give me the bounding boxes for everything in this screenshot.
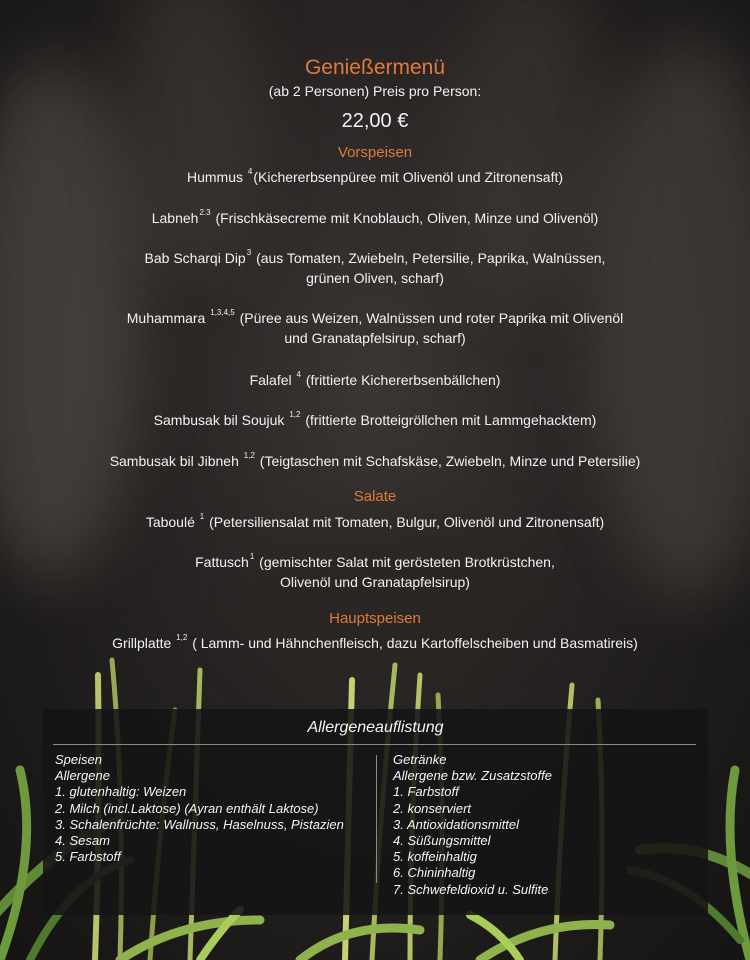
item-description: (Petersiliensalat mit Tomaten, Bulgur, Olivenöl und Zitronensaft) — [209, 514, 605, 530]
item-description: (frittierte Kichererbsenbällchen) — [305, 372, 501, 388]
allergen-item: 1. Farbstoff — [393, 784, 459, 800]
allergen-codes: 1,2 — [289, 410, 301, 419]
item-name: Grillplatte — [112, 635, 172, 651]
menu-item-falafel — [0, 365, 750, 390]
column-subheading: Allergene bzw. Zusatzstoffe — [393, 768, 552, 784]
menu-item-taboule — [0, 507, 750, 532]
allergen-codes: 1,3,4,5 — [210, 308, 235, 317]
item-description: ( Lamm- und Hähnchenfleisch, dazu Kartoffelscheiben und Basmatireis) — [192, 635, 638, 651]
menu-item-labneh — [0, 203, 750, 228]
item-name: Muhammara — [126, 310, 206, 326]
item-description: (gemischter Salat mit gerösteten Brotkrüstchen, — [259, 554, 555, 570]
menu-item-muhammara — [0, 303, 750, 348]
allergen-codes: 1,2 — [176, 633, 188, 642]
menu-item-grillplatte — [0, 628, 750, 653]
allergen-item: 6. Chininhaltig — [393, 865, 476, 881]
allergen-codes: 4 — [247, 167, 253, 176]
item-description-line2: grünen Oliven, scharf) — [306, 270, 444, 286]
section-heading-vorspeisen: Vorspeisen — [337, 144, 413, 161]
menu-item-bab-scharqi — [0, 243, 750, 288]
allergen-item: 3. Antioxidationsmittel — [393, 816, 519, 832]
allergen-codes: 1 — [199, 512, 205, 521]
item-description: (Püree aus Weizen, Walnüssen und roter Paprika mit Olivenöl — [239, 310, 624, 326]
allergen-item: 2. Milch (incl.Laktose) (Ayran enthält Laktose) — [55, 800, 319, 816]
item-description: (aus Tomaten, Zwiebeln, Petersilie, Paprika, Walnüssen, — [256, 250, 606, 266]
menu-item-sambusak-jibneh — [0, 446, 750, 471]
menu-item-hummus — [0, 162, 750, 187]
allergen-item: 3. Schalenfrüchte: Wallnuss, Haselnuss, Pistazien — [55, 816, 344, 832]
menu-price: 22,00 € — [341, 110, 409, 132]
item-description-line2: und Granatapfelsirup, scharf) — [284, 330, 466, 346]
item-description: (frittierte Brotteigröllchen mit Lammgehacktem) — [305, 412, 597, 428]
allergen-item: 5. Farbstoff — [55, 849, 121, 865]
column-subheading: Allergene — [55, 768, 110, 784]
menu-item-sambusak-soujuk — [0, 405, 750, 430]
allergen-item: 4. Sesam — [55, 833, 110, 849]
allergen-list-box — [43, 709, 708, 915]
column-heading: Getränke — [393, 752, 447, 767]
item-name: Labneh — [151, 210, 199, 226]
allergen-column-getraenke — [393, 752, 552, 898]
allergen-column-speisen — [55, 752, 344, 865]
section-heading-salate: Salate — [353, 488, 397, 505]
item-name: Bab Scharqi Dip — [144, 250, 246, 266]
menu-item-fattusch — [0, 547, 750, 592]
item-name: Sambusak bil Jibneh — [109, 453, 239, 469]
item-description: (Frischkäsecreme mit Knoblauch, Oliven, Minze und Olivenöl) — [215, 210, 599, 226]
section-heading-hauptspeisen: Hauptspeisen — [329, 610, 421, 627]
allergen-codes: 3 — [246, 248, 252, 257]
item-description: (Teigtaschen mit Schafskäse, Zwiebeln, Minze und Petersilie) — [259, 453, 641, 469]
allergen-item: 2. konserviert — [393, 800, 472, 816]
divider — [53, 744, 696, 745]
menu-title: Genießermenü — [304, 56, 446, 79]
item-name: Taboulé — [145, 514, 195, 530]
background-blur — [120, 0, 260, 280]
menu-subtitle: (ab 2 Personen) Preis pro Person: — [268, 83, 482, 99]
allergen-item: 7. Schwefeldioxid u. Sulfite — [393, 881, 549, 897]
item-name: Sambusak bil Soujuk — [153, 412, 285, 428]
item-description: (Kichererbsenpüree mit Olivenöl und Zitronensaft) — [253, 169, 564, 185]
item-name: Falafel — [249, 372, 292, 388]
allergen-item: 1. glutenhaltig: Weizen — [55, 784, 187, 800]
item-name: Fattusch — [195, 554, 249, 570]
allergen-codes: 4 — [296, 370, 301, 379]
column-divider — [376, 755, 377, 883]
allergen-codes: 1,2 — [243, 451, 255, 460]
item-description-line2: Olivenöl und Granatapfelsirup) — [280, 574, 470, 590]
item-name: Hummus — [186, 169, 243, 185]
allergen-codes: 1 — [249, 552, 255, 561]
allergen-item: 5. koffeinhaltig — [393, 849, 477, 865]
column-heading: Speisen — [55, 752, 102, 767]
allergen-item: 4. Süßungsmittel — [393, 833, 491, 849]
allergen-codes: 2.3 — [199, 208, 211, 217]
allergen-list-title: Allergeneauflistung — [307, 719, 444, 736]
